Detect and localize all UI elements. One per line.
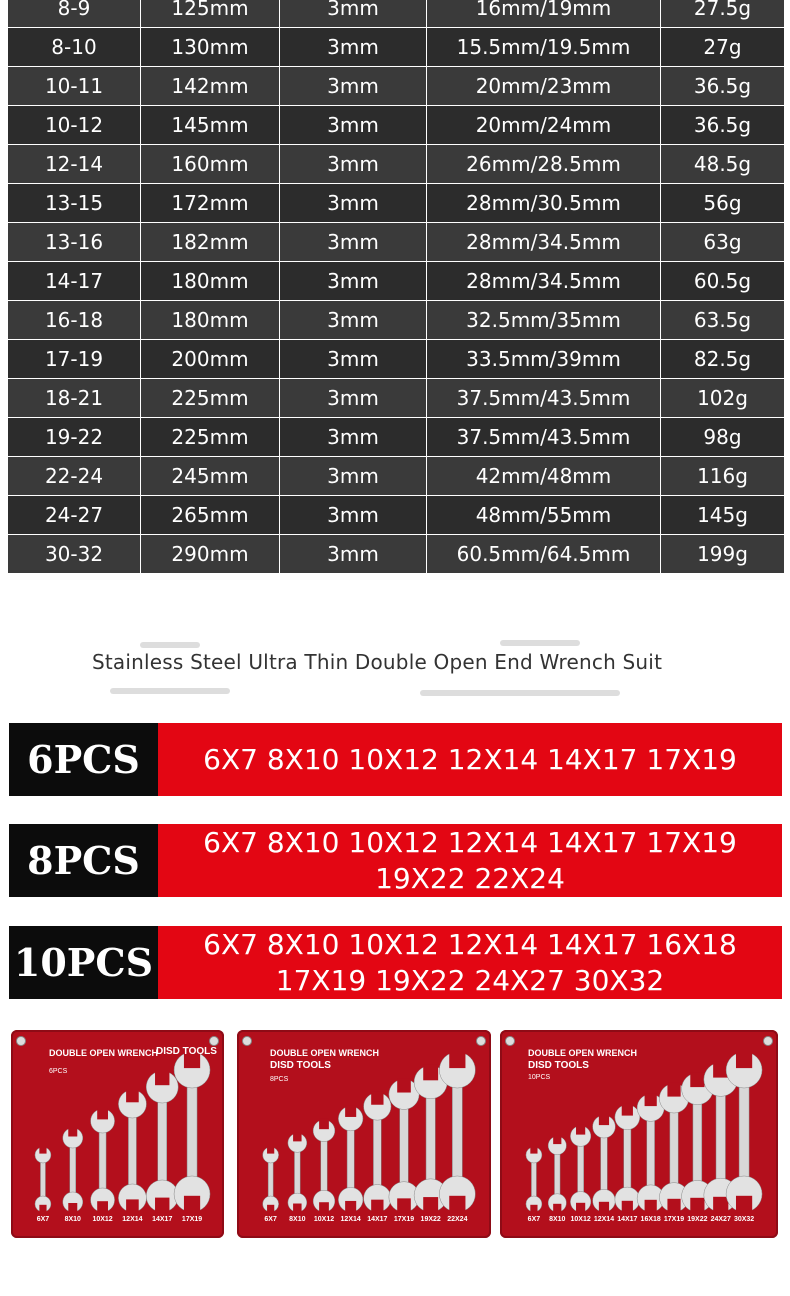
spec-row bbox=[8, 457, 785, 496]
spec-cell: 20mm/24mm bbox=[427, 106, 661, 145]
kit-size-label: 14X17 bbox=[367, 1216, 388, 1223]
spec-cell: 60.5mm/64.5mm bbox=[427, 535, 661, 574]
wrench-icon bbox=[615, 1104, 640, 1213]
spec-cell: 13-16 bbox=[8, 223, 141, 262]
spec-table-body bbox=[8, 0, 785, 574]
spec-cell: 26mm/28.5mm bbox=[427, 145, 661, 184]
set-sizes bbox=[158, 926, 782, 999]
wrench-icon bbox=[146, 1070, 178, 1213]
kit-size-label: 30X32 bbox=[733, 1216, 755, 1223]
grommet-icon bbox=[505, 1036, 515, 1046]
set-row-8pcs bbox=[9, 824, 782, 897]
kit-size-label: 10X12 bbox=[92, 1216, 113, 1223]
kit-size-label: 12X14 bbox=[122, 1216, 143, 1223]
spec-cell: 3mm bbox=[280, 67, 427, 106]
spec-cell: 36.5g bbox=[661, 106, 785, 145]
spec-cell: 245mm bbox=[141, 457, 280, 496]
spec-cell: 200mm bbox=[141, 340, 280, 379]
spec-cell: 37.5mm/43.5mm bbox=[427, 379, 661, 418]
grommet-icon bbox=[16, 1036, 26, 1046]
spec-cell: 3mm bbox=[280, 496, 427, 535]
spec-cell: 225mm bbox=[141, 418, 280, 457]
spec-cell: 125mm bbox=[141, 0, 280, 28]
spec-cell: 3mm bbox=[280, 535, 427, 574]
kit-image-6pcs bbox=[11, 1030, 224, 1238]
set-sizes-line: 6X7 8X10 10X12 12X14 14X17 16X18 bbox=[203, 927, 737, 961]
spec-cell: 60.5g bbox=[661, 262, 785, 301]
spec-cell: 3mm bbox=[280, 301, 427, 340]
kit-image-10pcs bbox=[500, 1030, 778, 1238]
spec-cell: 20mm/23mm bbox=[427, 67, 661, 106]
grommet-icon bbox=[476, 1036, 486, 1046]
kit-size-label: 22X24 bbox=[447, 1216, 468, 1223]
wrench-icon bbox=[364, 1092, 391, 1213]
spec-cell: 3mm bbox=[280, 145, 427, 184]
spec-cell: 98g bbox=[661, 418, 785, 457]
spec-cell: 28mm/34.5mm bbox=[427, 223, 661, 262]
spec-cell: 37.5mm/43.5mm bbox=[427, 418, 661, 457]
set-sizes-line: 19X22 22X24 bbox=[375, 861, 565, 895]
spec-cell: 3mm bbox=[280, 340, 427, 379]
spec-cell: 48.5g bbox=[661, 145, 785, 184]
set-sizes bbox=[158, 824, 782, 897]
kit-title: DOUBLE OPEN WRENCH bbox=[528, 1048, 638, 1058]
spec-cell: 130mm bbox=[141, 28, 280, 67]
spec-cell: 172mm bbox=[141, 184, 280, 223]
spec-cell: 82.5g bbox=[661, 340, 785, 379]
decorative-smudge bbox=[140, 642, 200, 648]
spec-cell: 22-24 bbox=[8, 457, 141, 496]
wrench-icon bbox=[726, 1051, 762, 1213]
spec-cell: 3mm bbox=[280, 457, 427, 496]
kit-size-label: 14X17 bbox=[617, 1216, 638, 1223]
kit-title: DOUBLE OPEN WRENCH bbox=[49, 1048, 159, 1058]
kit-size-labels bbox=[500, 1216, 778, 1228]
kit-size-label: 8X10 bbox=[64, 1216, 81, 1223]
spec-cell: 63g bbox=[661, 223, 785, 262]
spec-cell: 16-18 bbox=[8, 301, 141, 340]
spec-cell: 142mm bbox=[141, 67, 280, 106]
wrench-icon bbox=[439, 1051, 475, 1213]
spec-cell: 27g bbox=[661, 28, 785, 67]
spec-cell: 145mm bbox=[141, 106, 280, 145]
spec-cell: 102g bbox=[661, 379, 785, 418]
spec-cell: 48mm/55mm bbox=[427, 496, 661, 535]
spec-cell: 10-11 bbox=[8, 67, 141, 106]
spec-cell: 180mm bbox=[141, 262, 280, 301]
wrench-icon bbox=[263, 1146, 279, 1212]
grommet-icon bbox=[242, 1036, 252, 1046]
decorative-smudge bbox=[110, 688, 230, 694]
wrench-icon bbox=[548, 1135, 566, 1212]
set-sizes bbox=[158, 723, 782, 796]
spec-row bbox=[8, 379, 785, 418]
wrench-icon bbox=[313, 1119, 335, 1213]
set-sizes-line: 17X19 19X22 24X27 30X32 bbox=[275, 963, 665, 997]
wrench-icon bbox=[63, 1127, 83, 1213]
spec-cell: 3mm bbox=[280, 418, 427, 457]
spec-cell: 30-32 bbox=[8, 535, 141, 574]
kit-size-labels bbox=[237, 1216, 491, 1228]
spec-cell: 3mm bbox=[280, 223, 427, 262]
spec-row bbox=[8, 496, 785, 535]
spec-row bbox=[8, 535, 785, 574]
spec-cell: 225mm bbox=[141, 379, 280, 418]
kit-image-8pcs bbox=[237, 1030, 491, 1238]
wrench-icon bbox=[570, 1125, 590, 1213]
set-label: 6PCS bbox=[9, 723, 158, 796]
set-label: 10PCS bbox=[9, 926, 158, 999]
spec-cell: 145g bbox=[661, 496, 785, 535]
spec-cell: 3mm bbox=[280, 0, 427, 28]
spec-cell: 290mm bbox=[141, 535, 280, 574]
kit-count: 8PCS bbox=[270, 1076, 289, 1083]
wrench-icon bbox=[35, 1146, 51, 1212]
spec-cell: 3mm bbox=[280, 106, 427, 145]
spec-row bbox=[8, 106, 785, 145]
spec-cell: 14-17 bbox=[8, 262, 141, 301]
spec-cell: 8-9 bbox=[8, 0, 141, 28]
spec-row bbox=[8, 184, 785, 223]
spec-cell: 3mm bbox=[280, 184, 427, 223]
kit-brand: DISD TOOLS bbox=[156, 1046, 217, 1057]
kit-size-label: 6X7 bbox=[527, 1216, 541, 1223]
spec-cell: 265mm bbox=[141, 496, 280, 535]
spec-cell: 32.5mm/35mm bbox=[427, 301, 661, 340]
spec-cell: 19-22 bbox=[8, 418, 141, 457]
wrench-icon bbox=[118, 1089, 146, 1213]
kit-size-labels bbox=[11, 1216, 224, 1228]
kit-size-label: 19X22 bbox=[420, 1216, 441, 1223]
grommet-icon bbox=[209, 1036, 219, 1046]
kit-size-label: 24X27 bbox=[710, 1216, 731, 1223]
spec-cell: 56g bbox=[661, 184, 785, 223]
spec-cell: 16mm/19mm bbox=[427, 0, 661, 28]
spec-cell: 199g bbox=[661, 535, 785, 574]
spec-cell: 182mm bbox=[141, 223, 280, 262]
spec-cell: 116g bbox=[661, 457, 785, 496]
decorative-smudge bbox=[420, 690, 620, 696]
kit-size-label: 16X18 bbox=[640, 1216, 661, 1223]
kit-size-label: 12X14 bbox=[340, 1216, 361, 1223]
set-sizes-line: 6X7 8X10 10X12 12X14 14X17 17X19 bbox=[203, 825, 737, 859]
spec-cell: 63.5g bbox=[661, 301, 785, 340]
spec-cell: 42mm/48mm bbox=[427, 457, 661, 496]
kit-size-label: 10X12 bbox=[570, 1216, 591, 1223]
spec-cell: 13-15 bbox=[8, 184, 141, 223]
kit-title: DOUBLE OPEN WRENCH bbox=[270, 1048, 380, 1058]
kit-size-label: 8X10 bbox=[549, 1216, 566, 1223]
spec-cell: 180mm bbox=[141, 301, 280, 340]
kit-size-label: 6X7 bbox=[36, 1216, 50, 1223]
spec-row bbox=[8, 418, 785, 457]
kit-brand: DISD TOOLS bbox=[270, 1060, 331, 1071]
spec-row bbox=[8, 262, 785, 301]
spec-cell: 8-10 bbox=[8, 28, 141, 67]
set-label: 8PCS bbox=[9, 824, 158, 897]
wrench-icon bbox=[526, 1146, 542, 1212]
spec-row bbox=[8, 0, 785, 28]
set-row-6pcs bbox=[9, 723, 782, 796]
spec-cell: 160mm bbox=[141, 145, 280, 184]
spec-cell: 36.5g bbox=[661, 67, 785, 106]
spec-cell: 10-12 bbox=[8, 106, 141, 145]
kit-size-label: 17X19 bbox=[663, 1216, 685, 1223]
wrench-icon bbox=[338, 1105, 363, 1212]
spec-cell: 28mm/30.5mm bbox=[427, 184, 661, 223]
wrench-icon bbox=[174, 1051, 210, 1213]
kit-brand: DISD TOOLS bbox=[528, 1060, 589, 1071]
kit-size-label: 19X22 bbox=[687, 1216, 708, 1223]
kit-size-label: 10X12 bbox=[313, 1216, 335, 1223]
spec-cell: 28mm/34.5mm bbox=[427, 262, 661, 301]
spec-cell: 33.5mm/39mm bbox=[427, 340, 661, 379]
spec-cell: 15.5mm/19.5mm bbox=[427, 28, 661, 67]
kit-count: 6PCS bbox=[49, 1068, 68, 1075]
kit-size-label: 17X19 bbox=[181, 1216, 203, 1223]
spec-row bbox=[8, 67, 785, 106]
spec-table bbox=[7, 0, 785, 574]
spec-row bbox=[8, 28, 785, 67]
wrench-icon bbox=[91, 1108, 115, 1213]
spec-row bbox=[8, 145, 785, 184]
spec-cell: 18-21 bbox=[8, 379, 141, 418]
wrench-icon bbox=[593, 1114, 616, 1212]
kit-size-label: 12X14 bbox=[593, 1216, 615, 1223]
decorative-smudge bbox=[500, 640, 580, 646]
spec-cell: 27.5g bbox=[661, 0, 785, 28]
kit-count: 10PCS bbox=[528, 1074, 551, 1081]
product-subtitle: Stainless Steel Ultra Thin Double Open End Wrench Suit bbox=[92, 650, 663, 674]
set-row-10pcs bbox=[9, 926, 782, 999]
wrench-icon bbox=[288, 1132, 307, 1212]
kit-size-label: 14X17 bbox=[152, 1216, 173, 1223]
spec-cell: 3mm bbox=[280, 262, 427, 301]
spec-cell: 24-27 bbox=[8, 496, 141, 535]
spec-row bbox=[8, 223, 785, 262]
spec-cell: 3mm bbox=[280, 28, 427, 67]
spec-cell: 3mm bbox=[280, 379, 427, 418]
kit-size-label: 8X10 bbox=[289, 1216, 306, 1223]
spec-cell: 12-14 bbox=[8, 145, 141, 184]
spec-cell: 17-19 bbox=[8, 340, 141, 379]
kit-size-label: 17X19 bbox=[393, 1216, 415, 1223]
set-sizes-line: 6X7 8X10 10X12 12X14 14X17 17X19 bbox=[203, 742, 737, 776]
grommet-icon bbox=[763, 1036, 773, 1046]
kit-size-label: 6X7 bbox=[264, 1216, 277, 1223]
wrench-group bbox=[11, 1030, 224, 1238]
spec-row bbox=[8, 340, 785, 379]
spec-row bbox=[8, 301, 785, 340]
